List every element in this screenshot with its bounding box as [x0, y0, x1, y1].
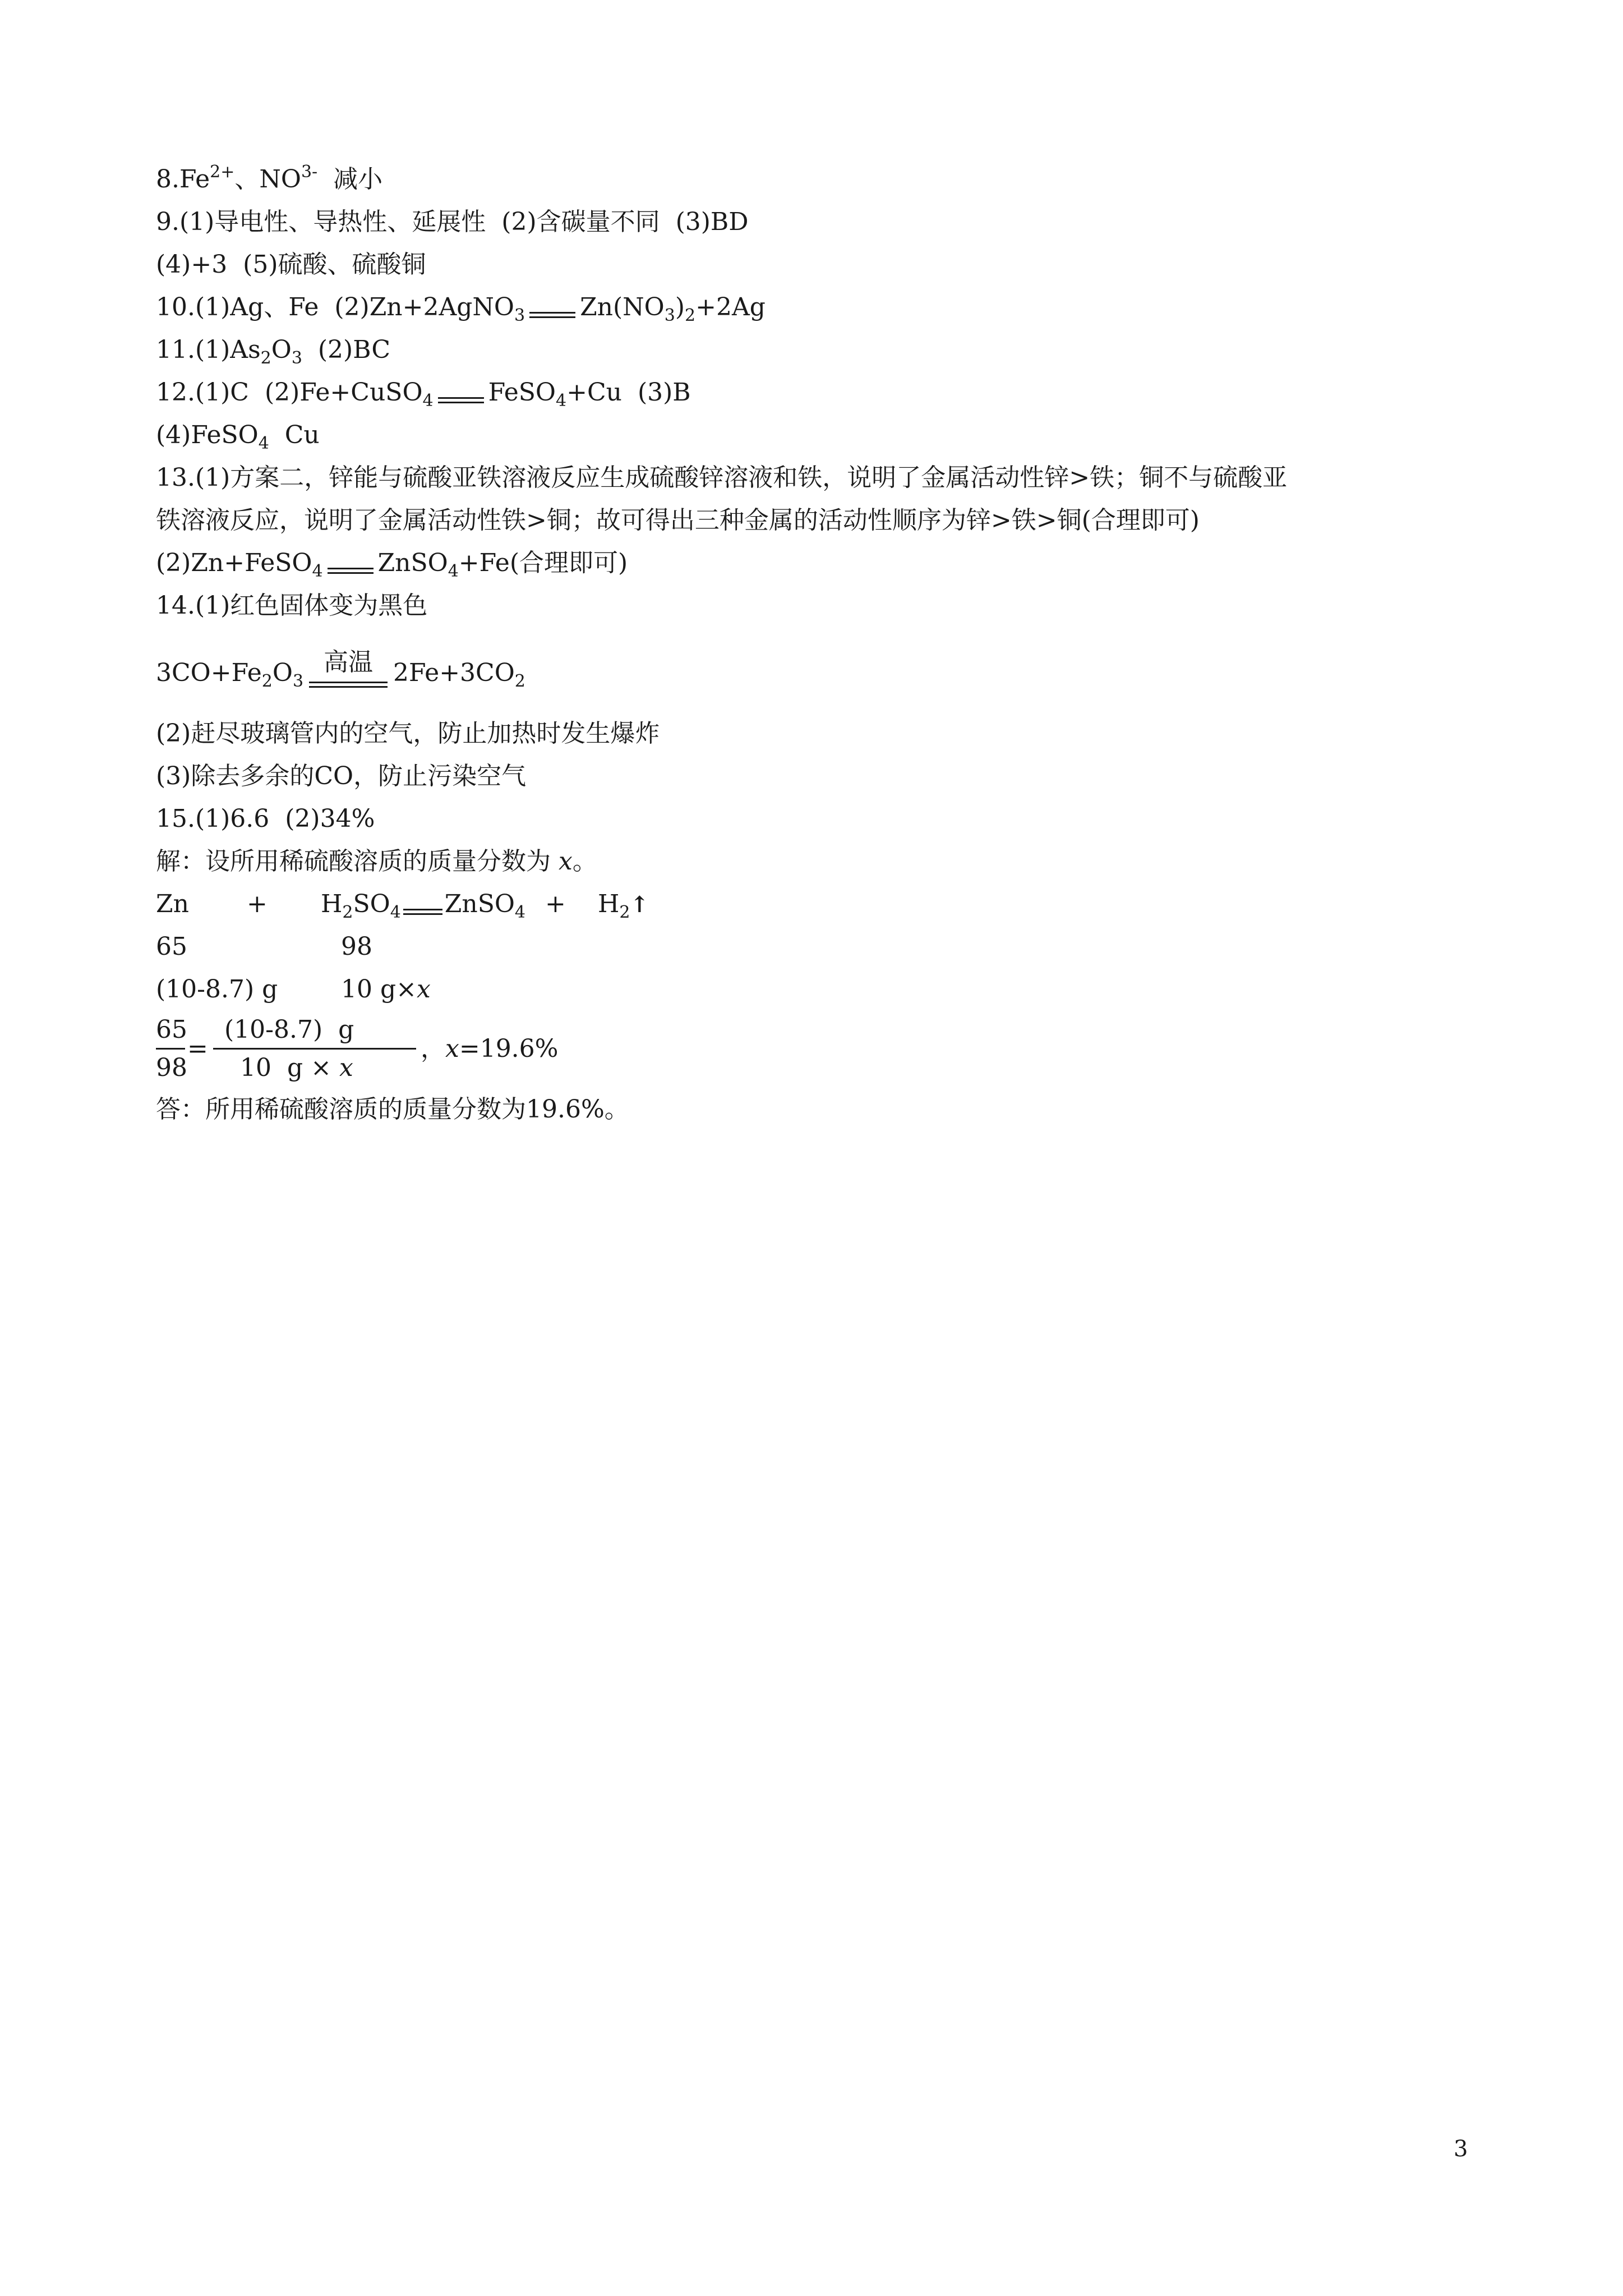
value-h2so4: 10 g×x: [341, 975, 431, 1004]
mass-h2so4: 98: [341, 932, 372, 961]
answer-13-line2: 铁溶液反应，说明了金属活动性铁>铜；故可得出三种金属的活动性顺序为锌>铁>铜(合理即可): [156, 506, 1200, 535]
answer-9-line1: 9.(1)导电性、导热性、延展性 (2)含碳量不同 (3)BD: [156, 208, 749, 236]
eq-plus-2: +: [545, 890, 566, 918]
answer-8: $8.Fe^{2+}$、$NO^{3-}$ 减小: [156, 162, 383, 194]
fraction-denominator-1: 98: [156, 1053, 187, 1082]
answer-11: $11.(1)As_2O_3$ (2)BC: [156, 335, 391, 368]
fraction-numerator-2: (10-8.7) g: [224, 1015, 354, 1044]
answer-12-line2: (4)FeSO$_4$ Cu: [156, 421, 320, 453]
answer-14-line3: (2)赶尽玻璃管内的空气，防止加热时发生爆炸: [156, 719, 660, 748]
result-x: ，x=19.6%: [421, 1034, 559, 1063]
value-zn: (10-8.7) g: [156, 975, 278, 1004]
solution-intro: 解：设所用稀硫酸溶质的质量分数为 x。: [156, 847, 597, 876]
eq-plus-1: +: [247, 890, 268, 918]
answer-10: 10.(1)Ag、Fe (2)Zn+2AgNO$_3$ $Zn(NO_3)_2+2Ag$: [156, 293, 766, 325]
fraction-bar-2: [213, 1048, 416, 1050]
answer-14-line4: (3)除去多余的CO，防止污染空气: [156, 762, 527, 790]
fraction-bar-1: [156, 1048, 185, 1050]
mass-zn: 65: [156, 932, 187, 961]
answer-13-line3: (2)Zn+FeSO$_4$ ZnSO$_4$+Fe(合理即可): [156, 549, 628, 581]
equals-sign: =: [187, 1034, 208, 1063]
answer-12-line1: 12.(1)C (2)Fe+CuSO$_4$ FeSO$_4$+Cu (3)B: [156, 378, 691, 411]
answer-14-equation: $3CO+Fe_2O_3$ 高温 $2Fe+3CO_2$: [156, 647, 525, 691]
reaction-condition: 高温: [309, 658, 388, 692]
answer-9-line2: (4)+3 (5)硫酸、硫酸铜: [156, 250, 426, 279]
answer-13-line1: 13.(1)方案二，锌能与硫酸亚铁溶液反应生成硫酸锌溶液和铁，说明了金属活动性锌>铁；铜不与硫酸亚: [156, 463, 1288, 492]
answer-14-line1: 14.(1)红色固体变为黑色: [156, 591, 428, 620]
fraction-numerator-1: 65: [156, 1015, 187, 1044]
answer-15: 15.(1)6.6 (2)34%: [156, 804, 375, 833]
page-number: 3: [1454, 2136, 1468, 2162]
eq-h2: $H_2↑$: [598, 890, 649, 922]
final-answer: 答：所用稀硫酸溶质的质量分数为19.6%。: [156, 1095, 629, 1124]
eq-zn: Zn: [156, 890, 189, 918]
eq-h2so4: $H_2SO_4$ ZnSO$_4$: [321, 890, 525, 922]
fraction-denominator-2: 10 g × x: [240, 1053, 353, 1082]
